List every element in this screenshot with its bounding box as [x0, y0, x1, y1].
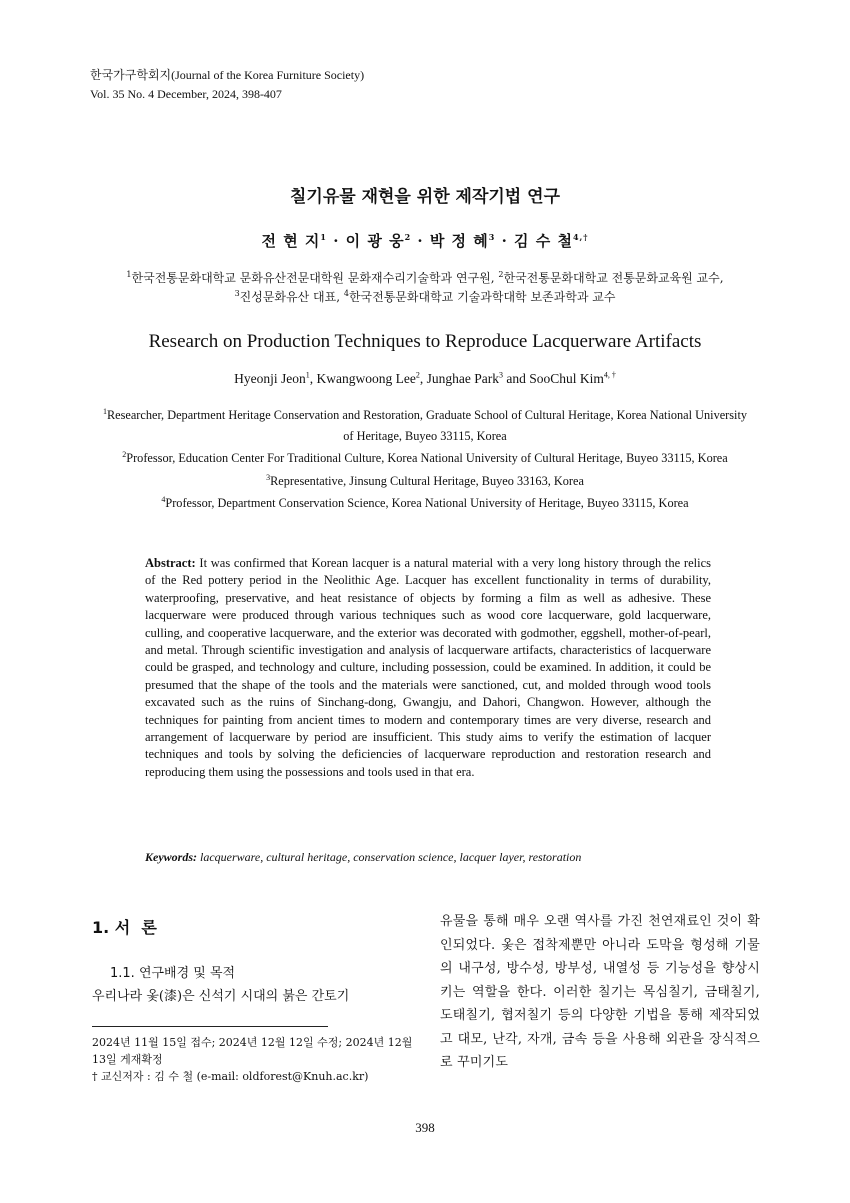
affiliation-en-2: $^2$Professor, Education Center For Traditional Culture, Korea National University of Cultural Heritage, Buyeo 33115, Korea — [122, 449, 728, 465]
keywords — [145, 850, 711, 865]
journal-name: 한국가구학회지(Journal of the Korea Furniture Society) — [90, 68, 365, 82]
affiliation-ko-line-2: $^3$진성문화유산 대표, $^4$한국전통문화대학교 기술과학대학 보존과학과 교수 — [234, 289, 616, 304]
footnote-divider — [92, 1026, 328, 1027]
affiliation-en-1: $^1$Researcher, Department Heritage Conservation and Restoration, Graduate School of Cultural Heritage, Korea National University of Heritage, Buyeo 33115, Korea — [102, 406, 748, 443]
volume-info: Vol. 35 No. 4 December, 2024, 398-407 — [90, 87, 282, 101]
affiliation-en-3: $^3$Representative, Jinsung Cultural Heritage, Buyeo 33163, Korea — [266, 472, 584, 488]
body-text-right: 유물을 통해 매우 오랜 역사를 가진 천연재료인 것이 확인되었다. 옻은 접착제뿐만 아니라 도막을 형성해 기물의 내구성, 방수성, 방부성, 내열성 등 기능성을 향상시키는 역할을 한다. 이러한 칠기는 목심칠기, 금태칠기, 도태칠기, 협저칠기 등의 다양한 기법을 통해 제작되었고 대모, 난각, 자개, 금속 등을 사용해 외관을 장식적으로 꾸미기도 — [440, 914, 760, 1070]
abstract-label: Abstract: — [145, 556, 196, 570]
page-number: 398 — [415, 1120, 435, 1135]
affiliation-en-4: $^4$Professor, Department Conservation Science, Korea National University of Heritage, Buyeo 33115, Korea — [161, 494, 689, 510]
author-ko-4: 김 수 철 — [514, 232, 573, 250]
affiliations-korean — [90, 269, 760, 307]
footnotes — [92, 1034, 422, 1085]
keywords-label: Keywords: — [145, 850, 197, 864]
title-english: Research on Production Techniques to Reproduce Lacquerware Artifacts — [148, 331, 702, 352]
author-ko-3: 박 정 혜 — [429, 232, 489, 250]
abstract-text: It was confirmed that Korean lacquer is a natural material with a very long history through the relics of the Red pottery period in the Neolithic Age. Lacquer has excellent functionality in terms of durability, waterproofing, preservative, and heat resistance of objects by forming a film as well as adhesive. These lacquerware were produced through various techniques such as wood core lacquerware, gold lacquerware, culling, and cooperative lacquerware, and the exterior was decorated with godmother, eggshell, mother-of-pearl, and metal. Through scientific investigation and analysis of lacquerware artifacts, characteristics of lacquerware could be grasped, and technology and culture, including possession, could be examined. In addition, it could be presumed that the shape of the tools and the materials were sanctioned, cut, and molded through wood tools excavated such as the ruins of Sinchang-dong, Gwangju, and Dahori, Changwon. However, although the techniques for painting from ancient times to modern and contemporary times are very diverse, research and arrangement of lacquerware by period are insufficient. This study aims to verify the estimation of lacquer techniques and tools by solving the deficiencies of lacquerware reproduction and restoration research and reproducing them using the possessions and tools used in that era. — [145, 556, 711, 779]
received-dates: 2024년 11월 15일 접수; 2024년 12월 12일 수정; 2024년 12월 13일 게재확정 — [92, 1036, 413, 1066]
authors-english: Hyeonji Jeon$^1$, Kwangwoong Lee$^2$, Junghae Park$^3$ and SooChul Kim$^{4, \dagger}$ — [234, 370, 616, 386]
body-text-left: 우리나라 옻(漆)은 신석기 시대의 붉은 간토기 — [92, 989, 350, 1004]
abstract — [145, 555, 711, 781]
subsection-heading: 1.1. 연구배경 및 목적 — [110, 966, 236, 981]
authors-korean: 전 현 지$^1$ · 이 광 웅$^2$ · 박 정 혜$^3$ · 김 수 철$^{4,\dagger}$ — [261, 232, 589, 250]
section-heading: 1. 서 론 — [92, 918, 157, 937]
title-korean: 칠기유물 재현을 위한 제작기법 연구 — [289, 187, 560, 207]
keywords-text: lacquerware, cultural heritage, conservation science, lacquer layer, restoration — [197, 850, 582, 864]
journal-header — [90, 66, 364, 104]
affiliations-english — [100, 405, 750, 516]
corresponding-author: † 교신저자 : 김 수 철 (e-mail: oldforest@Knuh.ac.kr) — [92, 1070, 369, 1083]
affiliation-ko-line-1: $^1$한국전통문화대학교 문화유산전문대학원 문화재수리기술학과 연구원, $^2$한국전통문화대학교 전통문화교육원 교수, — [126, 270, 724, 285]
author-ko-2: 이 광 웅 — [345, 232, 405, 250]
author-ko-1: 전 현 지 — [261, 232, 321, 250]
